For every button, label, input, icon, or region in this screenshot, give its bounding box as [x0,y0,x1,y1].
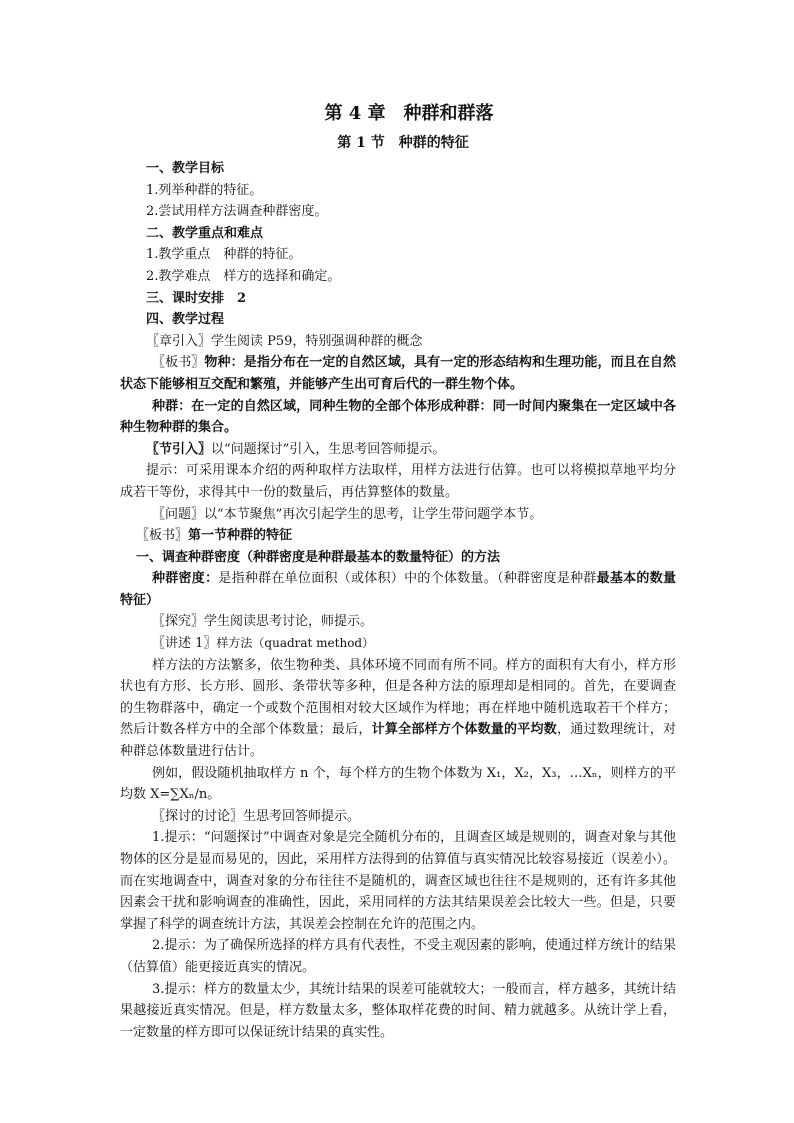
section-intro-label: 〖节引入〗 [146,441,212,457]
goal-item-1: 1.列举种群的特征。 [146,182,263,198]
chapter-intro-label: 〖章引入〗 [146,333,212,349]
density-text: 是指种群在单位面积（或体积）中的个体数量。（种群密度是种群 [218,571,597,587]
discussion-text: 生思考回答师提示。 [243,808,361,824]
heading-teaching-goals: 一、教学目标 [146,161,225,176]
method-text-a: 样方法的方法繁多，依生物种类、具体环境不同而有所不同。样方的面积有大有小，样方形状也有方形、长方形、圆形、条带状等多种，但是各种方法的原理却是相同的。首先，在要调查的生物群落中，确定一个或数个范围相对较大区域作为样地；再在样地中随机选取若干个样方；然后计数各样方中的全部个体数量；最后， [120,657,676,738]
lecture-label: 〖讲述 1〗 [152,636,217,652]
board-species [120,352,676,395]
board-section [120,525,676,547]
density-definition [120,568,676,611]
lecture-text: 样方法（quadrat method） [216,636,375,651]
board-label: 〖板书〗 [152,355,205,371]
explore-paragraph [120,611,676,633]
document-page [120,100,676,1043]
section-intro-text: 以“问题探讨”引入，生思考回答师提示。 [211,441,446,457]
answer-2: 2.提示：为了确保所选择的样方具有代表性，不受主观因素的影响，使通过样方统计的结果（估算值）能更接近真实的情况。 [120,938,676,975]
example-paragraph: 例如，假设随机抽取样方 n 个，每个样方的生物个体数为 X₁，X₂，X₃，…Xₙ，则样方的平均数 X=∑Xₙ/n。 [120,765,676,803]
chapter-intro [120,331,676,353]
goal-item-2: 2.尝试用样方法调查种群密度。 [146,204,328,220]
answer-3: 3.提示：样方的数量太少，其统计结果的误差可能就较大；一般而言，样方越多，其统计结果越接近真实情况。但是，样方数量太多，整体取样花费的时间、精力就越多。从统计学上看，一定数量的样方即可以保证统计结果的真实性。 [120,981,676,1040]
heading-survey-method: 一、调查种群密度（种群密度是种群最基本的数量特征）的方法 [136,549,501,565]
explore-text: 学生阅读思考讨论，师提示。 [204,614,374,630]
chapter-title: 第 4 章 种群和群落 [324,103,494,124]
heading-key-points: 二、教学重点和难点 [146,225,264,241]
species-definition: 物种：是指分布在一定的自然区域，具有一定的形态结构和生理功能，而且在自然状态下能够相互交配和繁殖，并能够产生出可育后代的一群生物个体。 [120,355,676,392]
chapter-intro-text: 学生阅读 P59，特别强调种群的概念 [211,333,423,349]
question-label: 〖问题〗 [152,506,205,522]
discussion-paragraph [120,806,676,828]
discussion-label: 〖探讨的讨论〗 [152,808,244,824]
population-definition: 种群：在一定的自然区域，同种生物的全部个体形成种群：同一时间内聚集在一定区域中各种生物种群的集合。 [120,398,676,436]
method-text-b: ，通过数理统计，对种群总体数量进行估计。 [120,722,676,760]
hint-paragraph: 提示：可采用课本介绍的两种取样方法取样，用样方法进行估算。也可以将模拟草地平均分成若干等份，求得其中一份的数量后，再估算整体的数量。 [120,463,676,500]
explore-label: 〖探究〗 [152,614,205,630]
density-term: 种群密度： [152,571,219,587]
question-paragraph [120,504,676,526]
key-point-1: 1.教学重点 种群的特征。 [146,247,302,263]
section-intro [120,439,676,461]
heading-schedule: 三、课时安排 2 [146,290,247,306]
answer-1: 1.提示：“问题探讨”中调查对象是完全随机分布的，且调查区域是规则的，调查对象与其他物体的区分是显而易见的，因此，采用样方法得到的估算值与真实情况比较容易接近（误差小）。而在实地调查中，调查对象的分布往往不是随机的，调查区域也往往不是规则的，还有许多其他因素会干扰和影响调查的准确性，因此，采用同样的方法其结果误差会比较大一些。但是，只要掌握了科学的调查统计方法，其误差会控制在允许的范围之内。 [120,830,676,932]
heading-process: 四、教学过程 [146,312,225,328]
board2-text: 第一节种群的特征 [188,528,293,544]
method-paragraph [120,655,676,763]
method-bold: 计算全部样方个体数量的平均数 [371,722,558,738]
density-bold-tail: 最基本的数量特征） [120,571,676,608]
question-text: 以“本节聚焦”再次引起学生的思考，让学生带问题学本节。 [204,506,543,522]
lecture-paragraph [120,633,676,655]
section-title: 第 1 节 种群的特征 [337,135,469,151]
key-point-2: 2.教学难点 样方的选择和确定。 [146,268,341,284]
board2-label: 〖板书〗 [136,528,189,544]
